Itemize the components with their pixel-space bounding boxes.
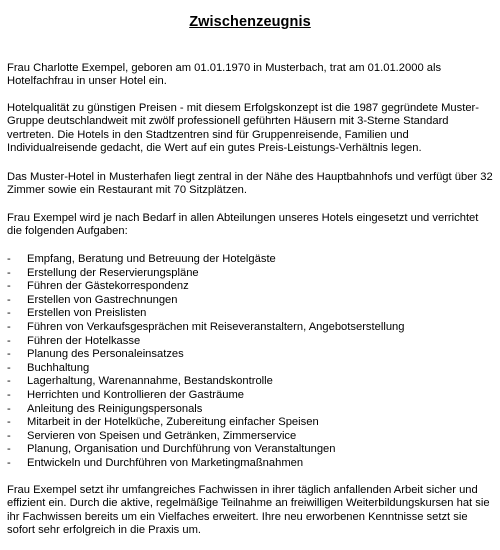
task-item <box>7 348 495 362</box>
task-item <box>7 321 495 335</box>
intro-paragraph: Frau Charlotte Exempel, geboren am 01.01.1970 in Musterbach, trat am 01.01.2000 als Hotelfachfrau in unser Hotel ein. <box>7 62 442 88</box>
task-text: Servieren von Speisen und Getränken, Zimmerservice <box>27 429 297 442</box>
task-text: Anleitung des Reinigungspersonals <box>27 402 203 415</box>
task-text: Führen der Hotelkasse <box>27 334 141 347</box>
document-title: Zwischenzeugnis <box>189 14 311 30</box>
task-bullet: - <box>7 293 11 306</box>
assessment-paragraph: Frau Exempel setzt ihr umfangreiches Fachwissen in ihrer täglich anfallenden Arbeit sicher und effizient ein. Durch die aktive, regelmäßige Teilnahme an freiwilligen Weiterbildungskursen hat sie ihr Fachwissen bereits um ein Vielfaches erweitert. Ihre neu erworbenen Kenntnisse setzt sie sofort sehr erfolgreich in die Praxis um. <box>7 484 490 537</box>
task-bullet: - <box>7 402 11 415</box>
task-text: Erstellen von Preislisten <box>27 307 147 320</box>
task-text: Führen der Gästekorrespondenz <box>27 280 189 293</box>
task-bullet: - <box>7 416 11 429</box>
task-text: Entwickeln und Durchführen von Marketingmaßnahmen <box>27 456 304 469</box>
task-text: Planung, Organisation und Durchführung von Veranstaltungen <box>27 443 336 456</box>
task-item <box>7 375 495 389</box>
task-text: Lagerhaltung, Warenannahme, Bestandskontrolle <box>27 375 273 388</box>
task-bullet: - <box>7 307 11 320</box>
task-item <box>7 362 495 376</box>
task-item <box>7 280 495 294</box>
task-bullet: - <box>7 361 11 374</box>
task-bullet: - <box>7 429 11 442</box>
task-bullet: - <box>7 334 11 347</box>
task-item <box>7 416 495 430</box>
task-bullet: - <box>7 388 11 401</box>
task-text: Herrichten und Kontrollieren der Gasträume <box>27 388 245 401</box>
task-text: Erstellen von Gastrechnungen <box>27 293 178 306</box>
task-bullet: - <box>7 348 11 361</box>
company-paragraph: Hotelqualität zu günstigen Preisen - mit diesem Erfolgskonzept ist die 1987 gegründete Muster-Gruppe deutschlandweit mit zwölf professionell geführten Häusern mit 3-Sterne Standard vertreten. Die Hotels in den Stadtzentren sind für Gruppenreisende, Familien und Individualreisende gedacht, die Wert auf ein gutes Preis-Leistungs-Verhältnis legen. <box>7 102 479 155</box>
task-text: Empfang, Beratung und Betreuung der Hotelgäste <box>27 253 276 265</box>
hotel-paragraph: Das Muster-Hotel in Musterhafen liegt zentral in der Nähe des Hauptbahnhofs und verfügt über 32 Zimmer sowie ein Restaurant mit 70 Sitzplätzen. <box>7 171 493 197</box>
task-item <box>7 253 495 267</box>
task-text: Führen von Verkaufsgesprächen mit Reiseveranstaltern, Angebotserstellung <box>27 320 405 333</box>
task-bullet: - <box>7 456 11 469</box>
task-list <box>7 253 495 471</box>
task-text: Mitarbeit in der Hotelküche, Zubereitung einfacher Speisen <box>27 416 319 429</box>
task-item <box>7 294 495 308</box>
task-bullet: - <box>7 320 11 333</box>
task-text: Erstellung der Reservierungspläne <box>27 266 199 279</box>
task-item <box>7 443 495 457</box>
task-bullet: - <box>7 280 11 293</box>
task-item <box>7 307 495 321</box>
task-item <box>7 389 495 403</box>
task-item <box>7 335 495 349</box>
task-bullet: - <box>7 253 11 265</box>
task-item <box>7 267 495 281</box>
task-text: Buchhaltung <box>27 361 90 374</box>
task-text: Planung des Personaleinsatzes <box>27 348 184 361</box>
task-item <box>7 457 495 471</box>
task-bullet: - <box>7 266 11 279</box>
task-item <box>7 430 495 444</box>
task-bullet: - <box>7 443 11 456</box>
task-item <box>7 403 495 417</box>
tasks-intro-paragraph: Frau Exempel wird je nach Bedarf in allen Abteilungen unseres Hotels eingesetzt und verrichtet die folgenden Aufgaben: <box>7 212 479 238</box>
task-bullet: - <box>7 375 11 388</box>
